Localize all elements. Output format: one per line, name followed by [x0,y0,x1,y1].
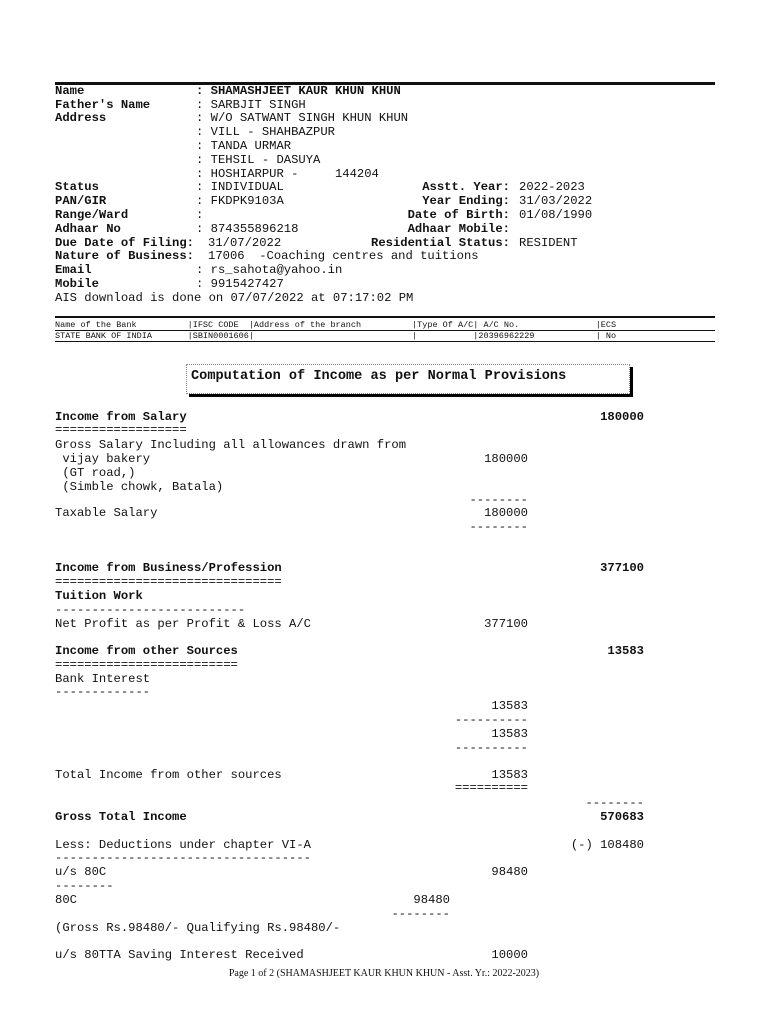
u80tta-value: 10000 [491,948,528,962]
other-dash: ---------- [454,713,528,727]
taxable-salary-label: Taxable Salary [55,506,158,520]
total-other-value: 13583 [491,768,528,782]
address-line: : HOSHIARPUR - 144204 [196,167,379,181]
deductions-underline: ----------------------------------- [55,851,311,865]
gross-total-value: 570683 [600,810,644,824]
net-profit-value: 377100 [484,617,528,631]
email-label: Email [55,263,92,277]
u80c-underline: -------- [55,879,114,893]
adhaar-value: : 874355896218 [196,222,299,236]
c80-value: 98480 [413,893,450,907]
status-label: Status [55,180,99,194]
residential-status-value: RESIDENT [519,236,578,250]
net-profit-label: Net Profit as per Profit & Loss A/C [55,617,311,631]
deductions-label: Less: Deductions under chapter VI-A [55,838,311,852]
address-line: : VILL - SHAHBAZPUR [196,125,335,139]
tuition-underline: -------------------------- [55,603,246,617]
adhaar-mobile-label: Adhaar Mobile: [407,222,510,236]
gross-total-label: Gross Total Income [55,810,187,824]
gross-qualifying-note: (Gross Rs.98480/- Qualifying Rs.98480/- [55,921,341,935]
year-ending-label: Year Ending: [422,194,510,208]
bank-interest-value: 13583 [491,699,528,713]
salary-heading: Income from Salary [55,410,187,424]
computation-title: Computation of Income as per Normal Provisions [191,369,567,384]
dob-label: Date of Birth: [407,208,510,222]
bank-interest-subtotal: 13583 [491,727,528,741]
status-value: : INDIVIDUAL [196,180,284,194]
total-other-label: Total Income from other sources [55,768,282,782]
address-line: : TEHSIL - DASUYA [196,153,321,167]
name-label: Name [55,84,85,98]
other-sources-heading: Income from other Sources [55,644,238,658]
pan-value: : FKDPK9103A [196,194,284,208]
bank-rule-top [55,316,715,318]
email-value: : rs_sahota@yahoo.in [196,263,343,277]
nature-value: 17006 -Coaching centres and tuitions [208,249,479,263]
business-underline: =============================== [55,575,282,589]
deductions-value: (-) 108480 [570,838,644,852]
salary-desc: (GT road,) [55,466,136,480]
residential-status-label: Residential Status: [371,236,510,250]
ais-note: AIS download is done on 07/07/2022 at 07:17:02 PM [55,291,414,305]
salary-desc: vijay bakery [55,452,151,466]
due-date-value: 31/07/2022 [208,236,282,250]
other-sources-underline: ========================= [55,658,238,672]
bank-rule-bottom [55,341,715,342]
due-date-label: Due Date of Filing: [55,236,194,250]
gross-dash: -------- [585,796,644,810]
year-ending-value: 31/03/2022 [519,194,593,208]
page-footer: Page 1 of 2 (SHAMASHJEET KAUR KHUN KHUN - Asst. Yr.: 2022-2023) [228,968,540,979]
c80-label: 80C [55,893,77,907]
business-heading: Income from Business/Profession [55,561,282,575]
range-label: Range/Ward [55,208,129,222]
mobile-label: Mobile [55,277,99,291]
bank-interest-label: Bank Interest [55,672,151,686]
salary-underline: ================== [55,423,187,437]
u80tta-label: u/s 80TTA Saving Interest Received [55,948,304,962]
c80-dash: -------- [391,907,450,921]
range-value: : [196,208,204,222]
bank-data-row: STATE BANK OF INDIA |SBIN0001606| | |20396962229 | No [55,331,617,341]
taxable-salary-value: 180000 [484,506,528,520]
mobile-value: : 9915427427 [196,277,284,291]
salary-desc: (Simble chowk, Batala) [55,480,224,494]
bank-header-row: Name of the Bank |IFSC CODE |Address of the branch |Type Of A/C| A/C No. |ECS [55,320,617,330]
address-line: : TANDA URMAR [196,139,292,153]
salary-desc: Gross Salary Including all allowances drawn from [55,438,407,452]
salary-total: 180000 [600,410,644,424]
bank-interest-underline: ------------- [55,685,151,699]
asst-year-value: 2022-2023 [519,180,585,194]
asst-year-label: Asstt. Year: [422,180,510,194]
dob-value: 01/08/1990 [519,208,593,222]
address-label: Address [55,111,107,125]
pan-label: PAN/GIR [55,194,107,208]
other-dash: ---------- [454,741,528,755]
address-line: : W/O SATWANT SINGH KHUN KHUN [196,111,409,125]
tuition-heading: Tuition Work [55,589,143,603]
father-value: : SARBJIT SINGH [196,98,306,112]
salary-dash: -------- [469,520,528,534]
salary-dash: -------- [469,493,528,507]
gross-salary-value: 180000 [484,452,528,466]
father-label: Father's Name [55,98,151,112]
name-value: : SHAMASHJEET KAUR KHUN KHUN [196,84,401,98]
business-total: 377100 [600,561,644,575]
u80c-value: 98480 [491,865,528,879]
adhaar-label: Adhaar No [55,222,121,236]
u80c-label: u/s 80C [55,865,107,879]
nature-label: Nature of Business: [55,249,194,263]
other-eq-line: ========== [454,781,528,795]
other-sources-total: 13583 [607,644,644,658]
